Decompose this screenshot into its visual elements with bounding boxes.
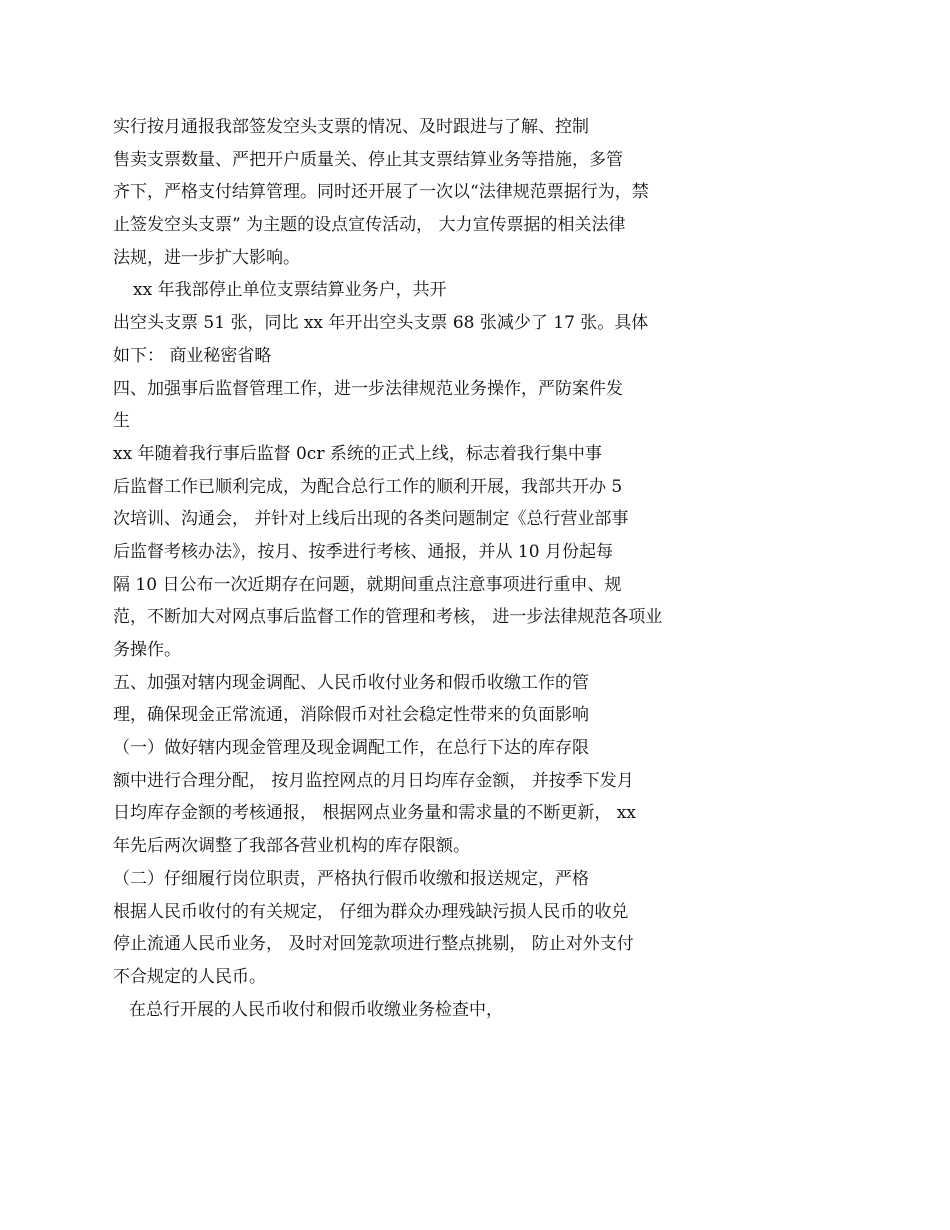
text-line: 年先后两次调整了我部各营业机构的库存限额。 bbox=[113, 836, 470, 857]
text-line: 日均库存金额的考核通报， 根据网点业务量和需求量的不断更新， xx bbox=[113, 803, 636, 824]
text-line: 额中进行合理分配， 按月监控网点的月日均库存金额， 并按季下发月 bbox=[113, 770, 634, 791]
text-line: 务操作。 bbox=[113, 640, 181, 660]
text-line: xx 年随着我行事后监督 0cr 系统的正式上线，标志着我行集中事 bbox=[113, 443, 602, 464]
text-line: 范，不断加大对网点事后监督工作的管理和考核， 进一步法律规范各项业 bbox=[113, 607, 663, 628]
text-line: 齐下，严格支付结算管理。同时还开展了一次以“法律规范票据行为，禁 bbox=[113, 182, 649, 203]
document-body bbox=[113, 111, 733, 1026]
text-line: 法规，进一步扩大影响。 bbox=[113, 247, 300, 268]
text-line: 隔 10 日公布一次近期存在问题，就期间重点注意事项进行重申、规 bbox=[113, 574, 622, 595]
section-heading: 四、加强事后监督管理工作，进一步法律规范业务操作，严防案件发 bbox=[113, 378, 623, 399]
text-line: 停止流通人民币业务， 及时对回笼款项进行整点挑剔， 防止对外支付 bbox=[113, 934, 634, 955]
text-line: 根据人民币收付的有关规定， 仔细为群众办理残缺污损人民币的收兑 bbox=[113, 901, 629, 922]
text-line: 出空头支票 51 张，同比 xx 年开出空头支票 68 张减少了 17 张。具体 bbox=[113, 313, 649, 334]
text-line: 在总行开展的人民币收付和假币收缴业务检查中， bbox=[129, 999, 503, 1020]
section-heading-continuation: 理，确保现金正常流通，消除假币对社会稳定性带来的负面影响 bbox=[113, 705, 589, 726]
text-line: 止签发空头支票” 为主题的设点宣传活动， 大力宣传票据的相关法律 bbox=[113, 215, 626, 236]
section-heading-continuation: 生 bbox=[113, 411, 130, 432]
text-line: 后监督工作已顺利完成，为配合总行工作的顺利开展，我部共开办 5 bbox=[113, 476, 623, 497]
subsection-heading: （二）仔细履行岗位职责，严格执行假币收缴和报送规定，严格 bbox=[113, 868, 589, 889]
text-line: 如下： 商业秘密省略 bbox=[113, 345, 272, 366]
text-line: 后监督考核办法》，按月、按季进行考核、通报，并从 10 月份起每 bbox=[113, 541, 613, 562]
subsection-heading: （一）做好辖内现金管理及现金调配工作，在总行下达的库存限 bbox=[113, 738, 589, 759]
text-line: 实行按月通报我部签发空头支票的情况、及时跟进与了解、控制 bbox=[113, 117, 589, 137]
text-line: 不合规定的人民币。 bbox=[113, 966, 266, 987]
text-line: xx 年我部停止单位支票结算业务户，共开 bbox=[133, 280, 447, 301]
section-heading: 五、加强对辖内现金调配、人民币收付业务和假币收缴工作的管 bbox=[113, 672, 589, 693]
text-line: 售卖支票数量、严把开户质量关、停止其支票结算业务等措施，多管 bbox=[113, 149, 623, 170]
text-line: 次培训、沟通会， 并针对上线后出现的各类问题制定《总行营业部事 bbox=[113, 509, 629, 530]
